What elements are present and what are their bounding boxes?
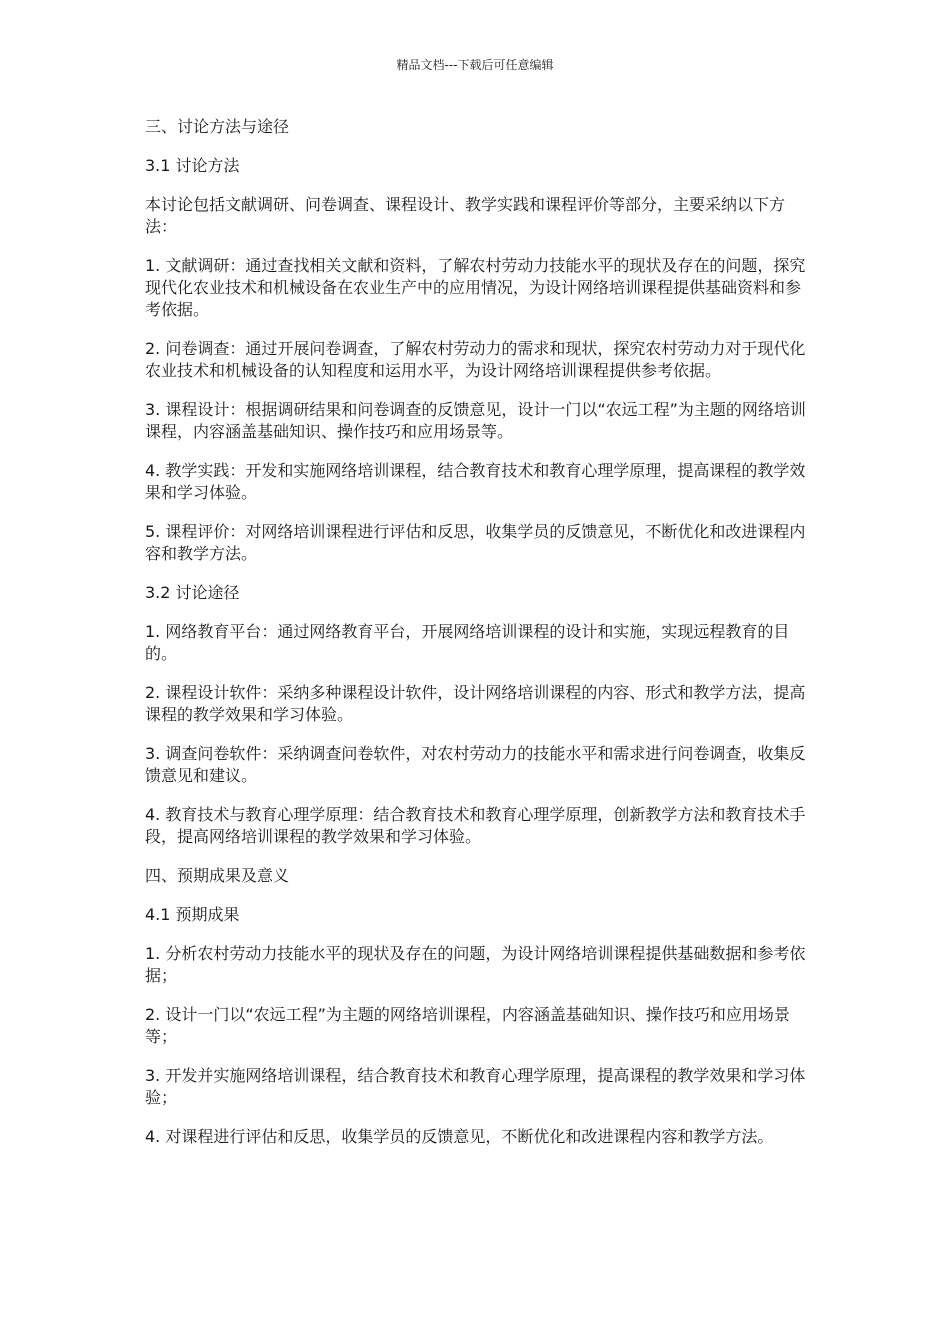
list-item: 4. 教育技术与教育心理学原理：结合教育技术和教育心理学原理，创新教学方法和教育技术手段，提高网络培训课程的教学效果和学习体验。 bbox=[145, 805, 806, 846]
list-item: 3. 调查问卷软件：采纳调查问卷软件，对农村劳动力的技能水平和需求进行问卷调查，收集反馈意见和建议。 bbox=[145, 744, 806, 785]
list-item: 2. 课程设计软件：采纳多种课程设计软件，设计网络培训课程的内容、形式和教学方法，提高课程的教学效果和学习体验。 bbox=[145, 683, 806, 724]
subsection-heading: 4.1 预期成果 bbox=[145, 905, 240, 924]
section-heading: 三、讨论方法与途径 bbox=[145, 117, 290, 136]
subsection-heading: 3.1 讨论方法 bbox=[145, 156, 240, 175]
list-item: 2. 问卷调查：通过开展问卷调查，了解农村劳动力的需求和现状，探究农村劳动力对于现代化农业技术和机械设备的认知程度和运用水平，为设计网络培训课程提供参考依据。 bbox=[145, 339, 806, 380]
subsection-heading: 3.2 讨论途径 bbox=[145, 583, 240, 602]
page-header: 精品文档---下载后可任意编辑 bbox=[396, 58, 554, 72]
section-heading: 四、预期成果及意义 bbox=[145, 866, 290, 885]
list-item: 5. 课程评价：对网络培训课程进行评估和反思，收集学员的反馈意见，不断优化和改进课程内容和教学方法。 bbox=[145, 522, 806, 563]
list-item: 3. 开发并实施网络培训课程，结合教育技术和教育心理学原理，提高课程的教学效果和学习体验； bbox=[145, 1066, 806, 1107]
list-item: 1. 文献调研：通过查找相关文献和资料，了解农村劳动力技能水平的现状及存在的问题，探究现代化农业技术和机械设备在农业生产中的应用情况，为设计网络培训课程提供基础资料和参考依据。 bbox=[145, 256, 806, 319]
list-item: 4. 对课程进行评估和反思，收集学员的反馈意见，不断优化和改进课程内容和教学方法。 bbox=[145, 1127, 774, 1146]
document-body bbox=[145, 116, 810, 1165]
list-item: 1. 分析农村劳动力技能水平的现状及存在的问题，为设计网络培训课程提供基础数据和参考依据； bbox=[145, 944, 806, 985]
list-item: 1. 网络教育平台：通过网络教育平台，开展网络培训课程的设计和实施，实现远程教育的目的。 bbox=[145, 622, 790, 663]
list-item: 3. 课程设计：根据调研结果和问卷调查的反馈意见，设计一门以“农远工程”为主题的网络培训课程，内容涵盖基础知识、操作技巧和应用场景等。 bbox=[145, 400, 806, 441]
list-item: 4. 教学实践：开发和实施网络培训课程，结合教育技术和教育心理学原理，提高课程的教学效果和学习体验。 bbox=[145, 461, 806, 502]
body-paragraph: 本讨论包括文献调研、问卷调查、课程设计、教学实践和课程评价等部分，主要采纳以下方法： bbox=[145, 195, 786, 236]
list-item: 2. 设计一门以“农远工程”为主题的网络培训课程，内容涵盖基础知识、操作技巧和应用场景等； bbox=[145, 1005, 790, 1046]
